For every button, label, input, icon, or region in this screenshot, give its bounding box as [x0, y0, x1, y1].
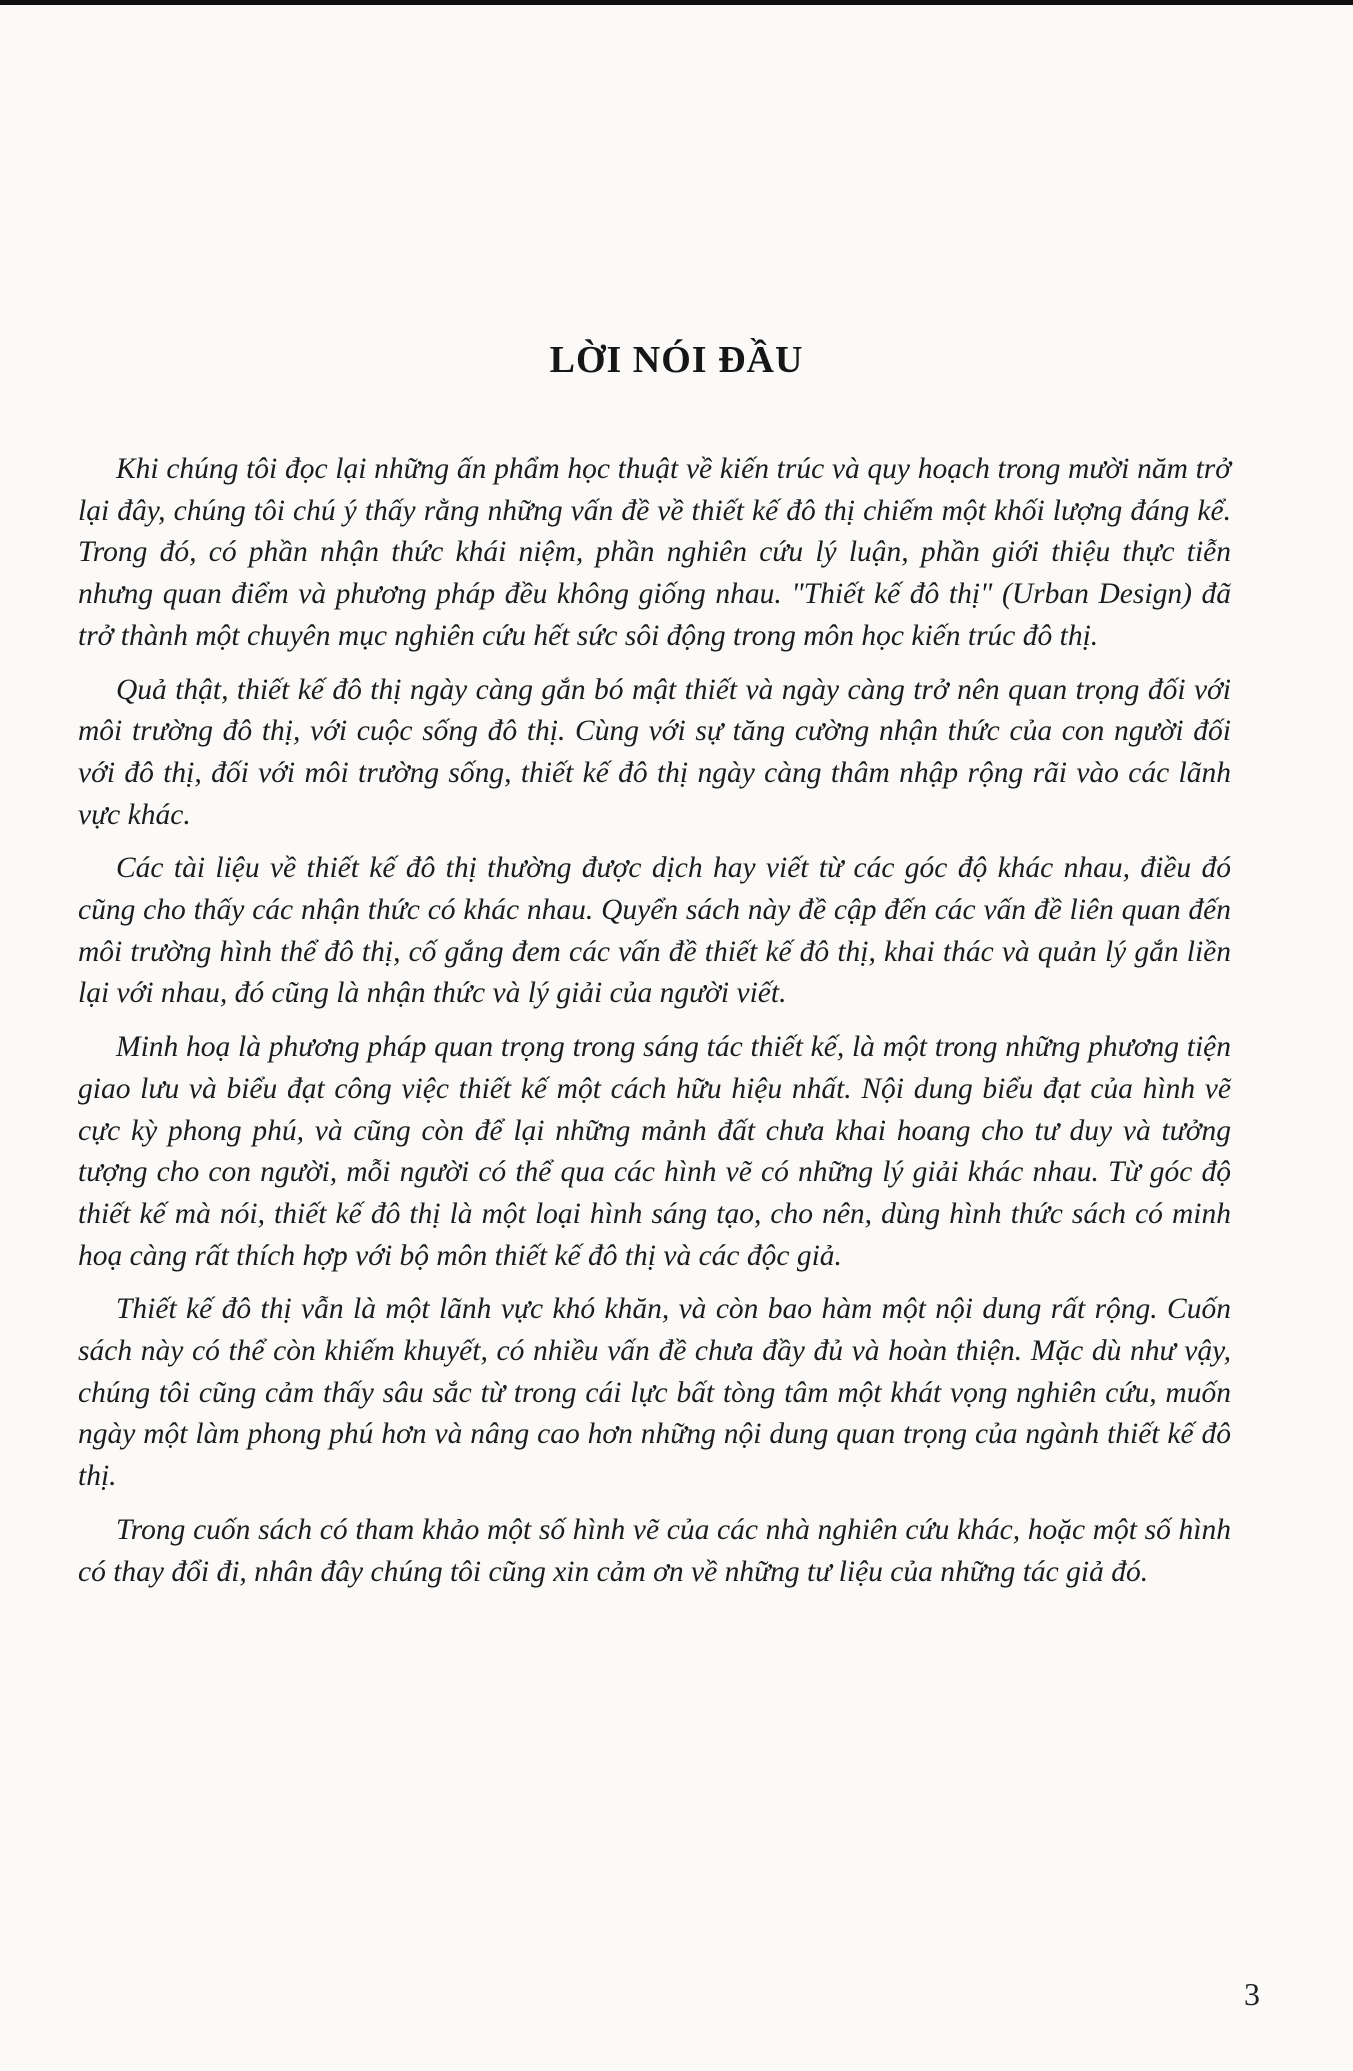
- paragraph-2: Quả thật, thiết kế đô thị ngày càng gắn bó mật thiết và ngày càng trở nên quan trọng đối với môi trường đô thị, với cuộc sống đô thị. Cùng với sự tăng cường nhận thức của con người đối với đô thị, đối với môi trường sống, thiết kế đô thị ngày càng thâm nhập rộng rãi vào các lãnh vực khác.: [78, 673, 1231, 831]
- page-number: 3: [1244, 1976, 1260, 2012]
- paragraph-1: Khi chúng tôi đọc lại những ấn phẩm học thuật về kiến trúc và quy hoạch trong mười năm trở lại đây, chúng tôi chú ý thấy rằng những vấn đề về thiết kế đô thị chiếm một khối lượng đáng kể. Trong đó, có phần nhận thức khái niệm, phần nghiên cứu lý luận, phần giới thiệu thực tiễn nhưng quan điểm và phương pháp đều không giống nhau. "Thiết kế đô thị" (Urban Design) đã trở thành một chuyên mục nghiên cứu hết sức sôi động trong môn học kiến trúc đô thị.: [78, 453, 1231, 652]
- paragraph-4: Minh hoạ là phương pháp quan trọng trong sáng tác thiết kế, là một trong những phương tiện giao lưu và biểu đạt công việc thiết kế một cách hữu hiệu nhất. Nội dung biểu đạt của hình vẽ cực kỳ phong phú, và cũng còn để lại những mảnh đất chưa khai hoang cho tư duy và tưởng tượng cho con người, mỗi người có thể qua các hình vẽ có những lý giải khác nhau. Từ góc độ thiết kế mà nói, thiết kế đô thị là một loại hình sáng tạo, cho nên, dùng hình thức sách có minh hoạ càng rất thích hợp với bộ môn thiết kế đô thị và các độc giả.: [78, 1031, 1231, 1272]
- paragraph-3: Các tài liệu về thiết kế đô thị thường được dịch hay viết từ các góc độ khác nhau, điều đó cũng cho thấy các nhận thức có khác nhau. Quyển sách này đề cập đến các vấn đề liên quan đến môi trường hình thể đô thị, cố gắng đem các vấn đề thiết kế đô thị, khai thác và quản lý gắn liền lại với nhau, đó cũng là nhận thức và lý giải của người viết.: [78, 852, 1231, 1010]
- page-title: LỜI NÓI ĐẦU: [549, 339, 804, 381]
- paragraph-6: Trong cuốn sách có tham khảo một số hình vẽ của các nhà nghiên cứu khác, hoặc một số hình có thay đổi đi, nhân đây chúng tôi cũng xin cảm ơn về những tư liệu của những tác giả đó.: [78, 1513, 1231, 1588]
- preface-body: [78, 449, 1231, 1605]
- top-edge-rule: [0, 0, 1353, 5]
- paragraph-5: Thiết kế đô thị vẫn là một lãnh vực khó khăn, và còn bao hàm một nội dung rất rộng. Cuốn sách này có thể còn khiếm khuyết, có nhiều vấn đề chưa đầy đủ và hoàn thiện. Mặc dù như vậy, chúng tôi cũng cảm thấy sâu sắc từ trong cái lực bất tòng tâm một khát vọng nghiên cứu, muốn ngày một làm phong phú hơn và nâng cao hơn những nội dung quan trọng của ngành thiết kế đô thị.: [78, 1293, 1231, 1493]
